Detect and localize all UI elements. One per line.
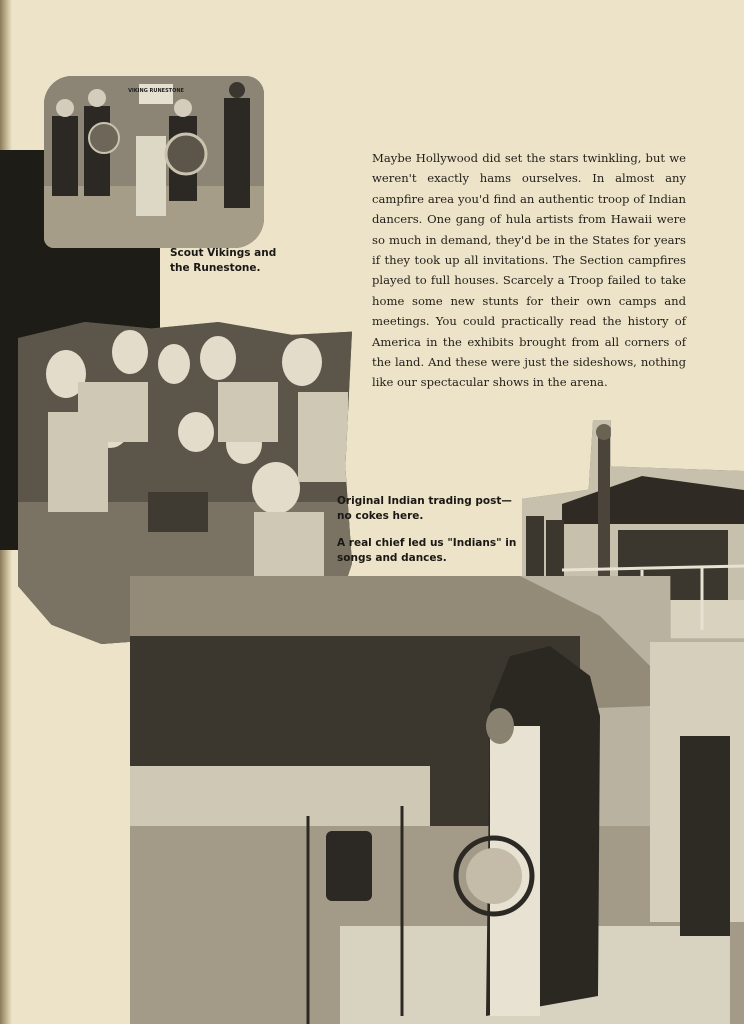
photo-arena-image bbox=[130, 576, 744, 1024]
caption-chief: A real chief led us "Indians" in songs and dances. bbox=[337, 537, 517, 564]
caption-trading-post: Original Indian trading post— no cokes here. bbox=[337, 495, 512, 522]
photo-scout-vikings-image bbox=[44, 76, 264, 248]
caption-scout-vikings: Scout Vikings and the Runestone. bbox=[170, 247, 277, 274]
runestone-sign: VIKING RUNESTONE bbox=[128, 88, 184, 94]
photo-scout-vikings bbox=[44, 76, 264, 248]
article-body-text: Maybe Hollywood did set the stars twinkling, but we weren't exactly hams ourselves. In almost any campfire area you'd find an authentic troop of Indian dancers. One gang of hula artists from Hawaii were so much in demand, they'd be in the States for years if they took up all invitations. The Section campfires played to full houses. Scarcely a Troop failed to take home some new stunts for their own camps and meetings. You could practically read the history of America in the exhibits brought from all corners of the land. And these were just the sideshows, nothing like our spectacular shows in the arena. bbox=[372, 151, 686, 390]
photo-chief-in-arena bbox=[130, 576, 744, 1024]
